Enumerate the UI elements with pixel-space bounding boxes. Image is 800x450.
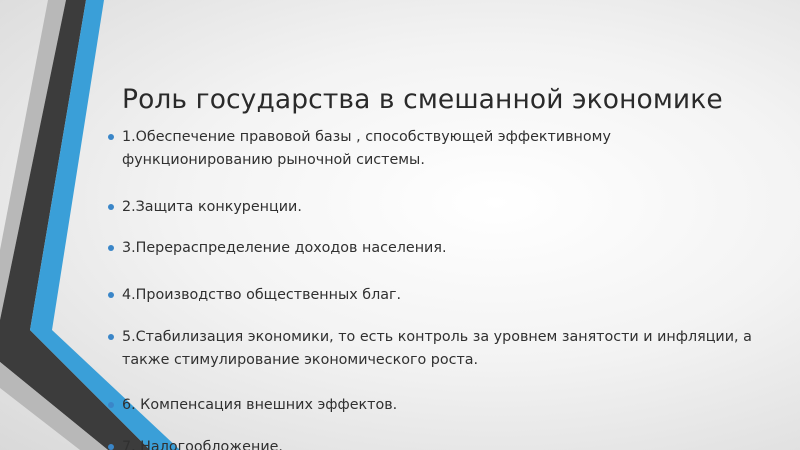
bullet-item [122,126,762,172]
bullet-dot-icon [108,204,114,210]
bullet-text: 6. Компенсация внешних эффектов. [122,397,398,413]
bullet-text: 2.Защита конкуренции. [122,199,302,215]
bullet-text: 4.Производство общественных благ. [122,287,402,303]
bullet-item [122,196,762,219]
bullet-item [122,326,762,372]
bullet-text: 3.Перераспределение доходов населения. [122,240,447,256]
bullet-item [122,436,762,450]
bullet-dot-icon [108,402,114,408]
bullet-text: 7. Налогообложение. [122,439,283,450]
slide-title: Роль государства в смешанной экономике [122,84,723,115]
bullet-item [122,394,762,417]
bullet-dot-icon [108,245,114,251]
bullet-item [122,284,762,307]
bullet-dot-icon [108,134,114,140]
bullet-item [122,237,762,260]
bullet-dot-icon [108,334,114,340]
bullet-text: 5.Стабилизация экономики, то есть контроль за уровнем занятости и инфляции, а также стимулирование экономического роста. [122,329,752,368]
bullet-dot-icon [108,292,114,298]
bullet-text: 1.Обеспечение правовой базы , способствующей эффективному функционированию рыночной системы. [122,129,611,168]
bullet-dot-icon [108,444,114,450]
